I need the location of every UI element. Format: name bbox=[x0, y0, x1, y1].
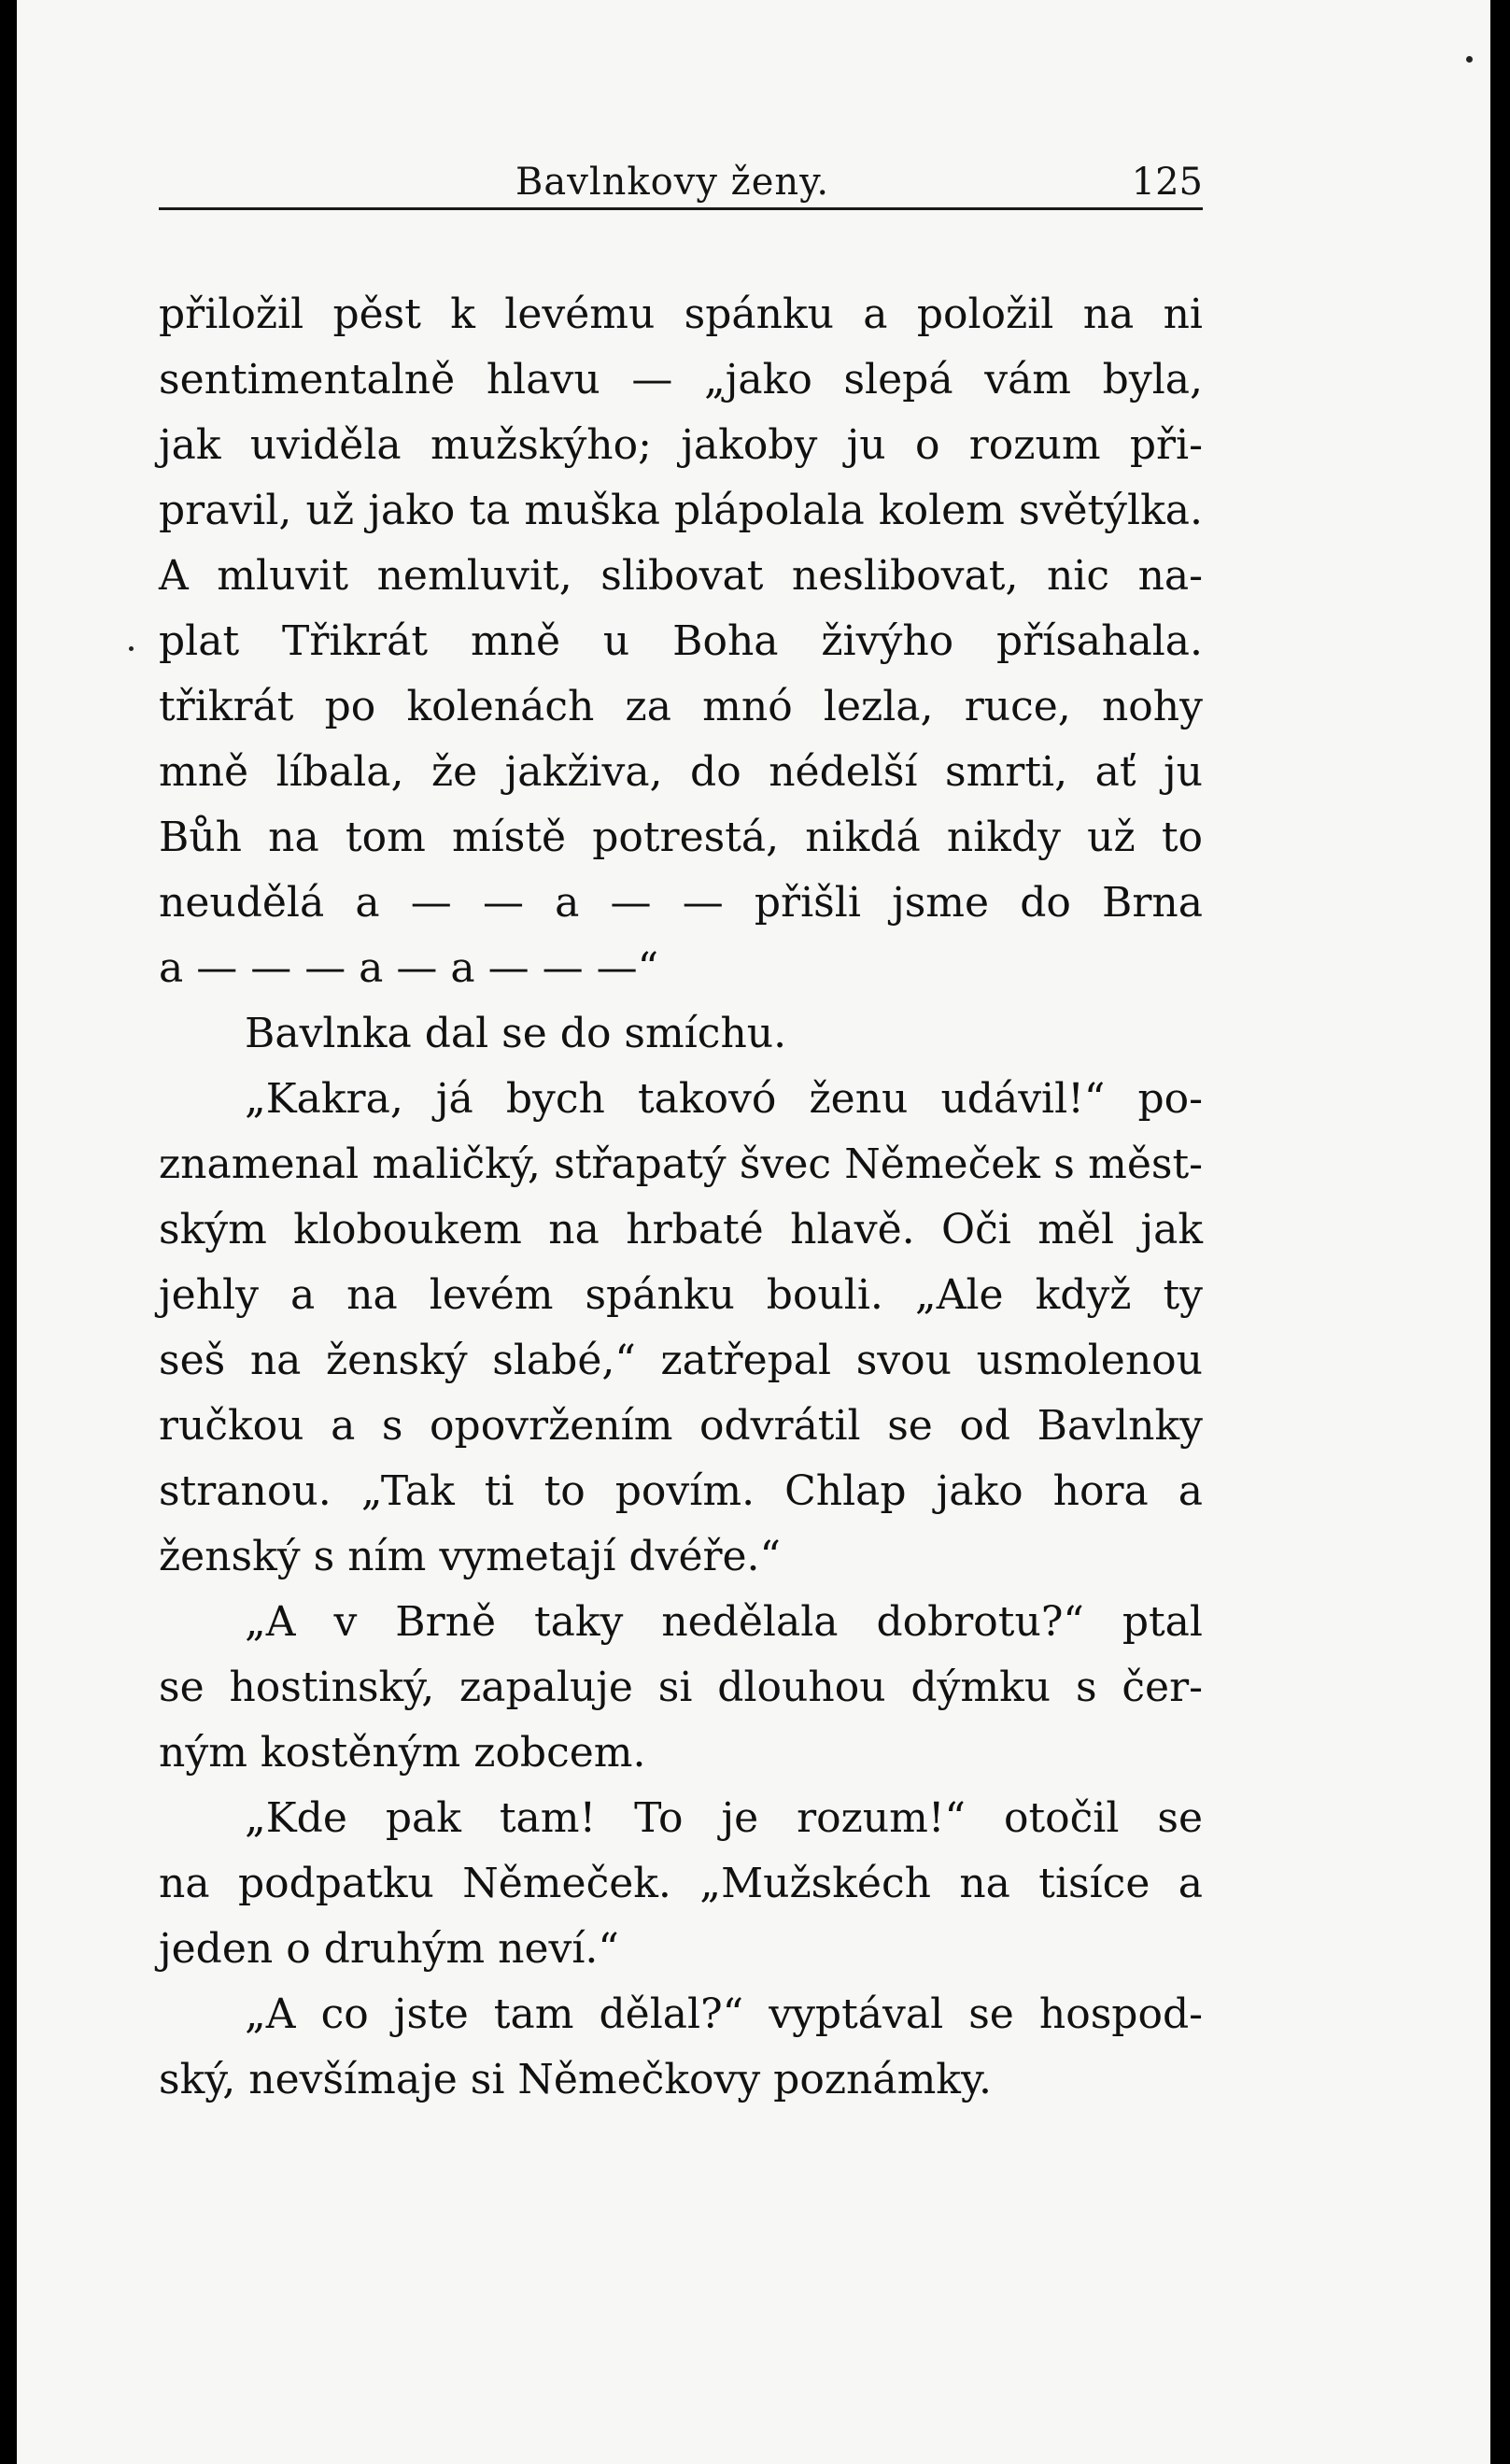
text-line: Bůh na tom místě potrestá, nikdá nikdy už to bbox=[159, 814, 1203, 861]
text-line: na podpatku Němeček. „Mužskéch na tisíce a bbox=[159, 1860, 1203, 1907]
text-line: A mluvit nemluvit, slibovat neslibovat, nic na- bbox=[159, 552, 1203, 600]
text-line: třikrát po kolenách za mnó lezla, ruce, nohy bbox=[159, 683, 1203, 730]
running-head bbox=[159, 149, 1203, 210]
text-line: neudělá a — — a — — přišli jsme do Brna bbox=[159, 879, 1203, 927]
text-line: jeden o druhým neví.“ bbox=[159, 1925, 619, 1973]
text-line: seš na ženský slabé,“ zatřepal svou usmolenou bbox=[159, 1337, 1203, 1384]
text-line: ným kostěným zobcem. bbox=[159, 1729, 646, 1777]
text-line: ský, nevšímaje si Němečkovy poznámky. bbox=[159, 2056, 992, 2103]
text-line: přiložil pěst k levému spánku a položil na ni bbox=[159, 290, 1203, 338]
text-line: znamenal maličký, střapatý švec Němeček s měst- bbox=[159, 1140, 1203, 1188]
text-line: jehly a na levém spánku bouli. „Ale když ty bbox=[159, 1271, 1203, 1319]
margin-dot bbox=[1466, 56, 1473, 63]
text-line: „A co jste tam dělal?“ vyptával se hospod- bbox=[245, 1990, 1203, 2038]
book-page bbox=[17, 0, 1490, 2464]
text-line: sentimentalně hlavu — „jako slepá vám byla, bbox=[159, 356, 1203, 404]
text-line: ručkou a s opovržením odvrátil se od Bavlnky bbox=[159, 1402, 1203, 1450]
text-line: „A v Brně taky nedělala dobrotu?“ ptal bbox=[245, 1598, 1203, 1646]
text-line: a — — — a — a — — —“ bbox=[159, 944, 659, 992]
text-line: stranou. „Tak ti to povím. Chlap jako hora a bbox=[159, 1467, 1203, 1515]
text-line: Bavlnka dal se do smíchu. bbox=[245, 1010, 787, 1057]
text-line: se hostinský, zapaluje si dlouhou dýmku s čer- bbox=[159, 1664, 1203, 1711]
page-number: 125 bbox=[1131, 161, 1203, 204]
body-text bbox=[159, 282, 1203, 2113]
text-line: ským kloboukem na hrbaté hlavě. Oči měl jak bbox=[159, 1206, 1203, 1253]
running-head-title: Bavlnkovy ženy. bbox=[515, 161, 830, 204]
text-line: „Kde pak tam! To je rozum!“ otočil se bbox=[245, 1794, 1203, 1842]
margin-dot bbox=[129, 646, 134, 651]
text-line: „Kakra, já bych takovó ženu udávil!“ po- bbox=[245, 1075, 1203, 1123]
text-line: pravil, už jako ta muška plápolala kolem světýlka. bbox=[159, 487, 1203, 534]
text-line: plat Třikrát mně u Boha živýho přísahala. bbox=[159, 617, 1203, 665]
text-line: jak uviděla mužskýho; jakoby ju o rozum při- bbox=[159, 421, 1203, 469]
text-line: ženský s ním vymetají dvéře.“ bbox=[159, 1533, 782, 1580]
text-line: mně líbala, že jakživa, do nédelší smrti, ať ju bbox=[159, 748, 1203, 796]
